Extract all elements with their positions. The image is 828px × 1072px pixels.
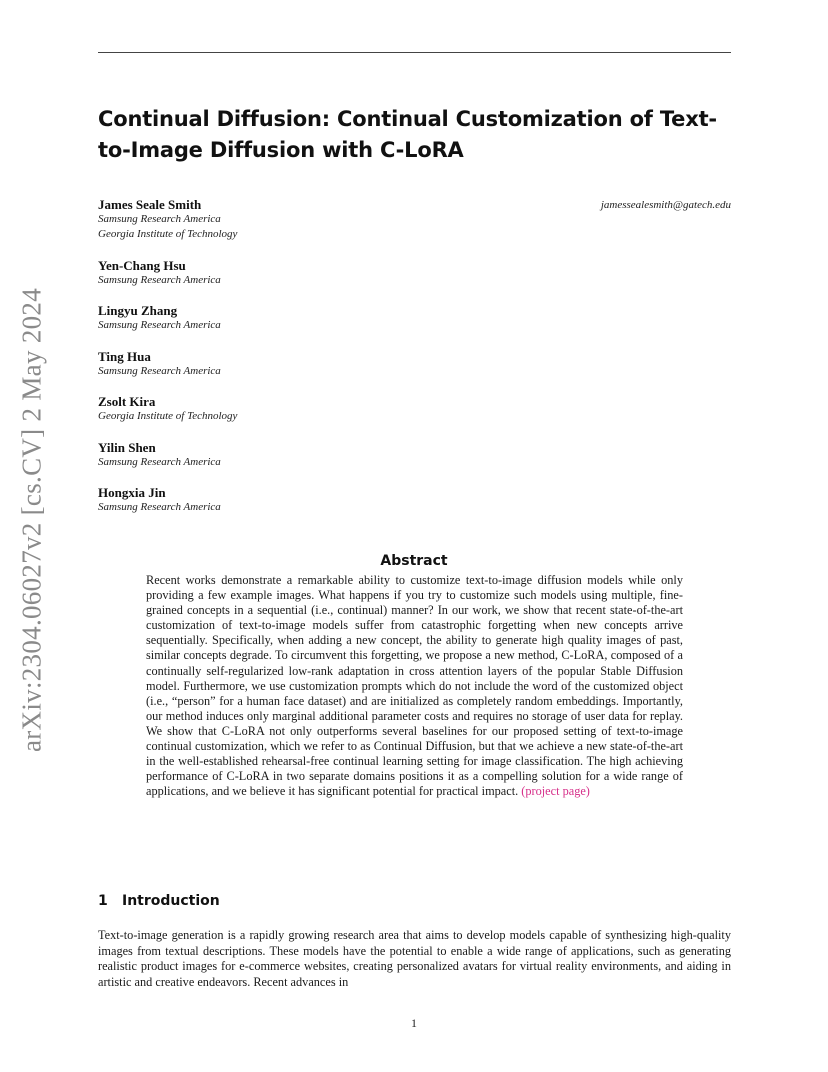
author-name: James Seale Smith	[98, 197, 202, 212]
top-rule	[98, 52, 731, 53]
author-affiliation: Samsung Research America	[98, 319, 221, 331]
introduction-paragraph: Text-to-image generation is a rapidly growing research area that aims to develop models capable of synthesizing high-quality images from textual descriptions. These models have the potential to enable a wide range of applications, such as generating realistic product images for e-commerce websites, creating personalized avatars for virtual reality environments, and aiding in artistic and creative endeavors. Recent advances in	[98, 928, 731, 990]
author-email[interactable]: jamessealesmith@gatech.edu	[600, 199, 731, 211]
author-affiliation: Georgia Institute of Technology	[98, 410, 238, 422]
author-affiliation: Samsung Research America	[98, 456, 221, 468]
author-block	[98, 394, 237, 424]
arxiv-identifier-stamp	[16, 285, 48, 755]
arxiv-identifier: arXiv:2304.06027v2 [cs.CV] 2 May 2024	[16, 287, 47, 753]
page-number: 1	[411, 1016, 417, 1030]
author-name: Hongxia Jin	[98, 485, 166, 500]
author-block	[98, 303, 221, 333]
author-block	[98, 440, 221, 470]
author-name: Ting Hua	[98, 349, 151, 364]
author-affiliation: Samsung Research America	[98, 213, 221, 225]
paper-title: Continual Diffusion: Continual Customization of Text-to-Image Diffusion with C-LoRA	[98, 107, 717, 162]
author-affiliation: Samsung Research America	[98, 274, 221, 286]
section-title: Introduction	[122, 893, 220, 909]
section-number: 1	[98, 893, 108, 909]
author-name: Lingyu Zhang	[98, 303, 178, 318]
author-name: Zsolt Kira	[98, 394, 156, 409]
author-affiliation: Samsung Research America	[98, 501, 221, 513]
author-block	[98, 258, 221, 288]
author-affiliation: Georgia Institute of Technology	[98, 228, 238, 240]
author-block	[98, 485, 221, 515]
abstract-body	[146, 573, 683, 799]
author-name: Yen-Chang Hsu	[98, 258, 186, 273]
author-block	[98, 197, 237, 242]
author-name: Yilin Shen	[98, 440, 156, 455]
author-block	[98, 349, 221, 379]
author-affiliation: Samsung Research America	[98, 365, 221, 377]
project-page-link[interactable]: (project page)	[521, 784, 590, 799]
abstract-text: Recent works demonstrate a remarkable ability to customize text-to-image diffusion models while only providing a few example images. What happens if you try to customize such models using multiple, fine-grained concepts in a sequential (i.e., continual) manner? In our work, we show that recent state-of-the-art customization of text-to-image models suffer from catastrophic forgetting when new concepts arrive sequentially. Specifically, when adding a new concept, the ability to generate high quality images of past, similar concepts degrade. To circumvent this forgetting, we propose a new method, C-LoRA, composed of a continually self-regularized low-rank adaptation in cross attention layers of the popular Stable Diffusion model. Furthermore, we use customization prompts which do not include the word of the customized object (i.e., “person” for a human face dataset) and are initialized as completely random embeddings. Importantly, our method induces only marginal additional parameter costs and requires no storage of user data for replay. We show that C-LoRA not only outperforms several baselines for our proposed setting of text-to-image continual customization, which we refer to as Continual Diffusion, but that we achieve a new state-of-the-art in the well-established rehearsal-free continual learning setting for image classification. The high achieving performance of C-LoRA in two separate domains positions it as a compelling solution for a wide range of applications, and we believe it has significant potential for practical impact.	[146, 573, 683, 799]
abstract-heading: Abstract	[380, 553, 448, 569]
section-heading	[98, 892, 220, 910]
